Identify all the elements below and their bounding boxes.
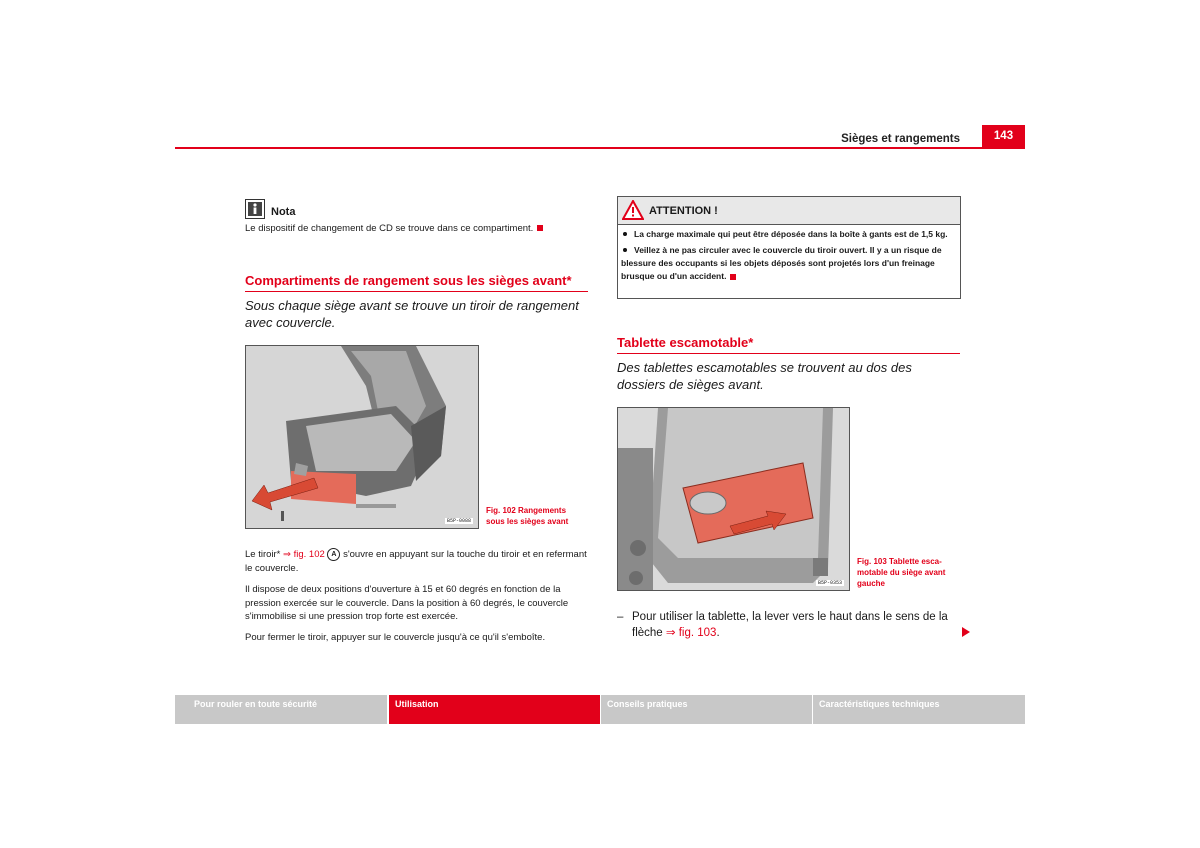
caption-line: motable du siège avant (857, 568, 946, 577)
end-mark-icon (730, 274, 736, 280)
paragraph-opening-positions: Il dispose de deux positions d'ouverture à 15 et 60 degrés en fonction de la pression exercée sur le couvercle. Dans la position à 60 degrés, le couvercle s'immobilise si une pression trop forte est exercée. (245, 584, 569, 622)
tab-practical-tips[interactable]: Conseils pratiques (601, 695, 812, 724)
continue-arrow-icon (962, 627, 970, 637)
instruction-text: Pour utiliser la tablette, la lever vers le haut dans le sens de la flèche (632, 611, 948, 639)
warning-item-text: Veillez à ne pas circuler avec le couvercle du tiroir ouvert. Il y a un risque de blessure des occupants si les objets déposés sont projetés lors d'un freinage brusque ou d'un accident. (621, 245, 942, 281)
section-intro-tray: Des tablettes escamotables se trouvent au dos des dossiers de sièges avant. (617, 360, 912, 392)
instruction-dash: – (617, 611, 624, 623)
paragraph-text: Le tiroir* (245, 549, 281, 561)
figure-102-seat-drawer (245, 345, 479, 529)
seat-drawer-illustration (246, 346, 478, 528)
note-text-content: Le dispositif de changement de CD se trouve dans ce compartiment. (245, 223, 534, 234)
paragraph-drawer-open (245, 548, 590, 575)
figure-103-link[interactable]: ⇒ fig. 103 (665, 626, 717, 639)
section-heading-tray: Tablette escamotable* (617, 335, 960, 354)
caption-line: Fig. 103 Tablette esca- (857, 557, 942, 566)
tab-technical-specs[interactable]: Caractéristiques techniques (813, 695, 1025, 724)
warning-box (617, 196, 961, 299)
instruction-end: . (716, 626, 720, 639)
figure-102-link[interactable]: ⇒ fig. 102 (283, 549, 325, 561)
caption-line: Fig. 102 Rangements (486, 506, 567, 515)
section-intro-compartments: Sous chaque siège avant se trouve un tiroir de rangement avec couvercle. (245, 298, 579, 330)
folding-tray-illustration (618, 408, 849, 590)
figure-102-caption (486, 505, 586, 527)
section-heading-compartments: Compartiments de rangement sous les sièges avant* (245, 273, 588, 292)
note-text (245, 222, 585, 235)
figure-code: B5P-0088 (447, 518, 472, 524)
page-number: 143 (982, 125, 1025, 147)
note-title: Nota (271, 206, 296, 218)
warning-body (621, 228, 957, 286)
figure-103-caption (857, 556, 957, 589)
warning-item (621, 244, 957, 283)
caption-line: sous les sièges avant (486, 517, 569, 526)
warning-title: ATTENTION ! (649, 205, 718, 217)
end-mark-icon (537, 225, 543, 231)
marker-a-icon: A (327, 548, 340, 561)
caption-line: gauche (857, 579, 886, 588)
instruction-step (617, 610, 962, 641)
warning-item (621, 228, 957, 241)
paragraph-close-drawer: Pour fermer le tiroir, appuyer sur le couvercle jusqu'à ce qu'il s'emboîte. (245, 632, 546, 643)
running-header-title: Sièges et rangements (841, 133, 960, 145)
paragraph-text: s'ouvre en appuyant sur la touche du tiroir et en refermant le couvercle. (245, 549, 587, 574)
warning-triangle-icon (622, 200, 644, 220)
bullet-icon (623, 232, 627, 236)
warning-item-text: La charge maximale qui peut être déposée dans la boîte à gants est de 1,5 kg. (634, 229, 948, 239)
header-rule (175, 147, 1025, 149)
info-icon (245, 199, 265, 219)
figure-103-folding-tray (617, 407, 850, 591)
tab-safety[interactable]: Pour rouler en toute sécurité (175, 695, 387, 724)
tab-usage[interactable]: Utilisation (389, 695, 600, 724)
instruction-text-block (632, 610, 962, 641)
warning-header (618, 197, 960, 225)
figure-code: B5P-0353 (818, 580, 843, 586)
bullet-icon (623, 248, 627, 252)
